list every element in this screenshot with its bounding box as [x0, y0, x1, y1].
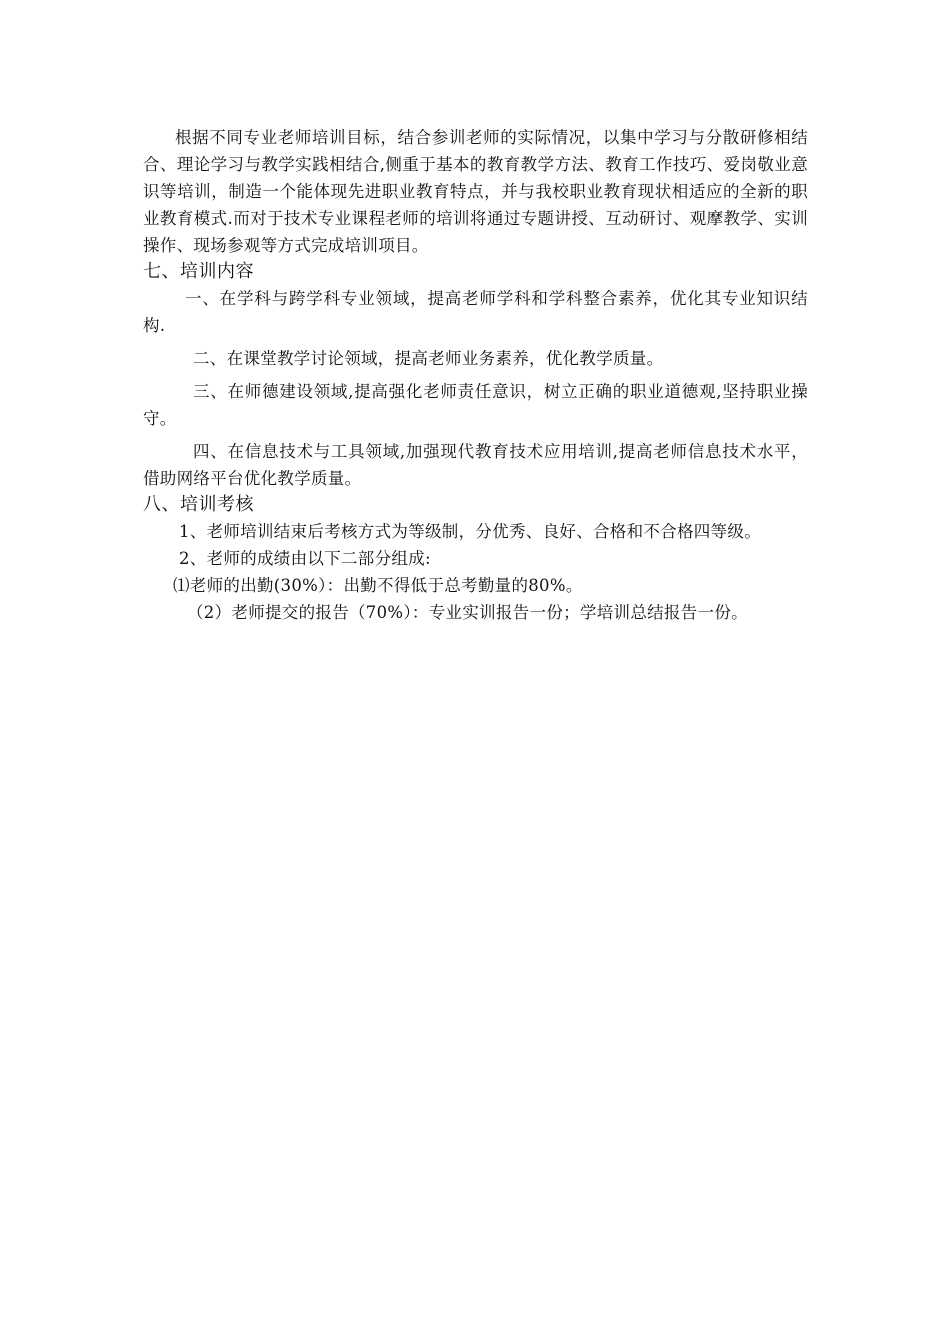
- section-heading-training-assessment: 八、培训考核: [143, 494, 254, 515]
- training-content-item-3: 三、在师德建设领域,提高强化老师责任意识，树立正确的职业道德观,坚持职业操守。: [143, 382, 808, 428]
- assessment-item-report: （2）老师提交的报告（70%）：专业实训报告一份；学培训总结报告一份。: [187, 603, 748, 622]
- training-content-item-1: 一、在学科与跨学科专业领域，提高老师学科和学科整合素养，优化其专业知识结构.: [143, 289, 808, 335]
- assessment-item-2: 2、老师的成绩由以下二部分组成:: [179, 549, 431, 568]
- assessment-item-attendance: ⑴老师的出勤(30%）：出勤不得低于总考勤量的80%。: [173, 576, 583, 595]
- section-heading-training-content: 七、培训内容: [143, 261, 254, 282]
- assessment-item-1: 1、老师培训结束后考核方式为等级制，分优秀、良好、合格和不合格四等级。: [179, 522, 761, 541]
- intro-paragraph: 根据不同专业老师培训目标，结合参训老师的实际情况，以集中学习与分散研修相结合、理论学习与教学实践相结合,侧重于基本的教育教学方法、教育工作技巧、爱岗敬业意识等培训，制造一个能体现先进职业教育特点，并与我校职业教育现状相适应的全新的职业教育模式.而对于技术专业课程老师的培训将通过专题讲授、互动研讨、观摩教学、实训操作、现场参观等方式完成培训项目。: [143, 128, 808, 255]
- training-content-item-2: 二、在课堂教学讨论领域，提高老师业务素养，优化教学质量。: [193, 349, 664, 368]
- document-body: [143, 124, 808, 626]
- training-content-item-4: 四、在信息技术与工具领域,加强现代教育技术应用培训,提高老师信息技术水平，借助网络平台优化教学质量。: [143, 442, 808, 488]
